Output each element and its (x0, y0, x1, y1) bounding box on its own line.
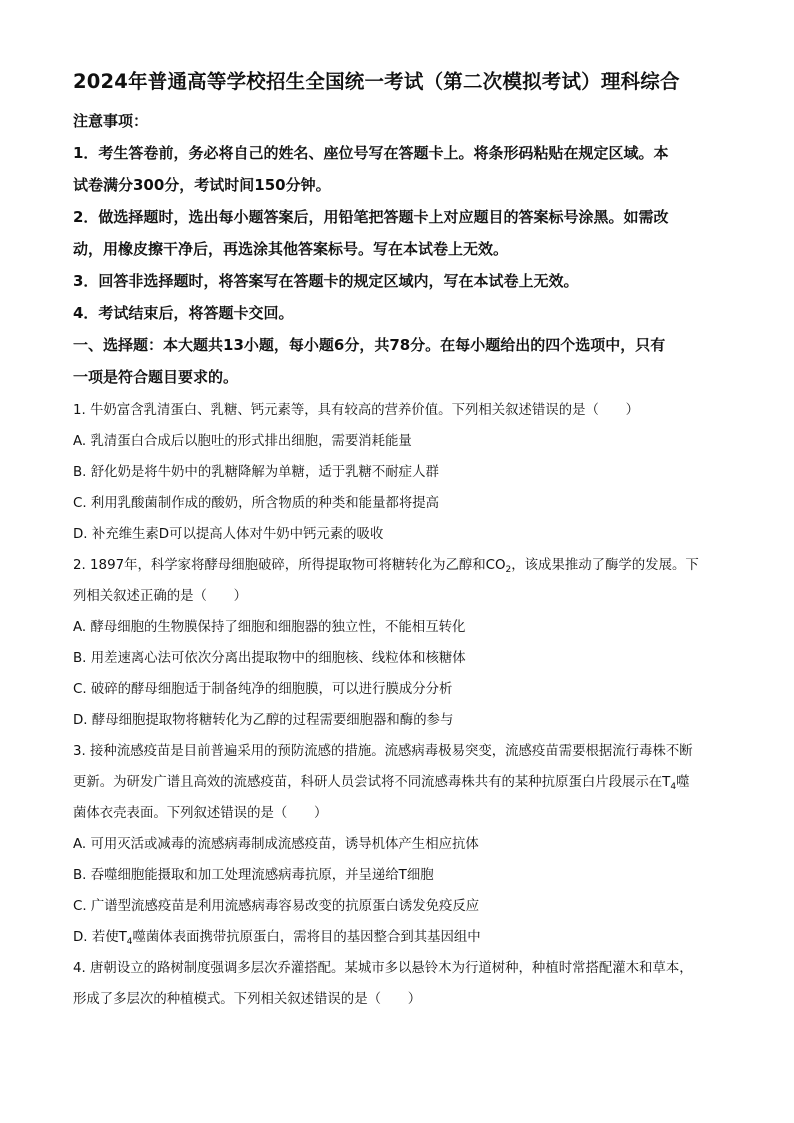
notice-line: 2．做选择题时，选出每小题答案后，用铅笔把答题卡上对应题目的答案标号涂黑。如需改 (73, 208, 669, 226)
question-3-stem-cont: 菌体衣壳表面。下列叙述错误的是（ ） (73, 806, 328, 821)
question-2-option-d: D. 酵母细胞提取物将糖转化为乙醇的过程需要细胞器和酶的参与 (73, 713, 454, 728)
notice-line: 4．考试结束后，将答题卡交回。 (73, 304, 294, 322)
question-4-stem-cont: 形成了多层次的种植模式。下列相关叙述错误的是（ ） (73, 992, 422, 1007)
notice-heading: 注意事项： (73, 112, 149, 130)
question-3-stem-part: 噬 (676, 775, 690, 790)
question-3-option-b: B. 吞噬细胞能摄取和加工处理流感病毒抗原，并呈递给T细胞 (73, 868, 434, 883)
question-2-option-c: C. 破碎的酵母细胞适于制备纯净的细胞膜，可以进行膜成分分析 (73, 682, 453, 697)
question-2-option-b: B. 用差速离心法可依次分离出提取物中的细胞核、线粒体和核糖体 (73, 651, 466, 666)
question-2-stem-part: 2. 1897年，科学家将酵母细胞破碎，所得提取物可将糖转化为乙醇和CO (73, 558, 506, 573)
subscript: 4 (670, 782, 677, 792)
question-3-option-d (73, 926, 481, 947)
notice-line: 试卷满分300分，考试时间150分钟。 (73, 176, 331, 194)
section-heading: 一、选择题：本大题共13小题，每小题6分，共78分。在每小题给出的四个选项中，只有 (73, 336, 666, 354)
question-3-option-c: C. 广谱型流感疫苗是利用流感病毒容易改变的抗原蛋白诱发免疫反应 (73, 899, 480, 914)
exam-title: 2024年普通高等学校招生全国统一考试（第二次模拟考试）理科综合 (73, 70, 680, 93)
notice-line: 动，用橡皮擦干净后，再选涂其他答案标号。写在本试卷上无效。 (73, 240, 509, 258)
question-4-stem: 4. 唐朝设立的路树制度强调多层次乔灌搭配。某城市多以悬铃木为行道树种，种植时常搭配灌木和草本， (73, 961, 693, 976)
question-3-option-d-part: D. 若使T (73, 930, 127, 945)
question-1-option-a: A. 乳清蛋白合成后以胞吐的形式排出细胞，需要消耗能量 (73, 434, 412, 449)
question-1-stem: 1. 牛奶富含乳清蛋白、乳糖、钙元素等，具有较高的营养价值。下列相关叙述错误的是（ ） (73, 403, 640, 418)
question-2-stem-part: ，该成果推动了酶学的发展。下 (511, 558, 699, 573)
question-2-stem (73, 554, 699, 575)
question-2-stem-cont: 列相关叙述正确的是（ ） (73, 589, 248, 604)
notice-line: 1．考生答卷前，务必将自己的姓名、座位号写在答题卡上。将条形码粘贴在规定区域。本 (73, 144, 669, 162)
question-3-stem-part: 更新。为研发广谱且高效的流感疫苗，科研人员尝试将不同流感毒株共有的某种抗原蛋白片段展示在T (73, 775, 671, 790)
question-3-stem: 3. 接种流感疫苗是目前普遍采用的预防流感的措施。流感病毒极易突变，流感疫苗需要根据流行毒株不断 (73, 744, 693, 759)
question-3-option-d-part: 噬菌体表面携带抗原蛋白，需将目的基因整合到其基因组中 (132, 930, 481, 945)
question-1-option-b: B. 舒化奶是将牛奶中的乳糖降解为单糖，适于乳糖不耐症人群 (73, 465, 439, 480)
question-3-stem-cont (73, 771, 690, 792)
question-3-option-a: A. 可用灭活或减毒的流感病毒制成流感疫苗，诱导机体产生相应抗体 (73, 837, 479, 852)
notice-line: 3．回答非选择题时，将答案写在答题卡的规定区域内，写在本试卷上无效。 (73, 272, 579, 290)
question-2-option-a: A. 酵母细胞的生物膜保持了细胞和细胞器的独立性，不能相互转化 (73, 620, 466, 635)
section-heading-cont: 一项是符合题目要求的。 (73, 368, 239, 386)
subscript: 4 (126, 937, 133, 947)
question-1-option-d: D. 补充维生素D可以提高人体对牛奶中钙元素的吸收 (73, 527, 384, 542)
subscript: 2 (505, 565, 512, 575)
question-1-option-c: C. 利用乳酸菌制作成的酸奶，所含物质的种类和能量都将提高 (73, 496, 440, 511)
